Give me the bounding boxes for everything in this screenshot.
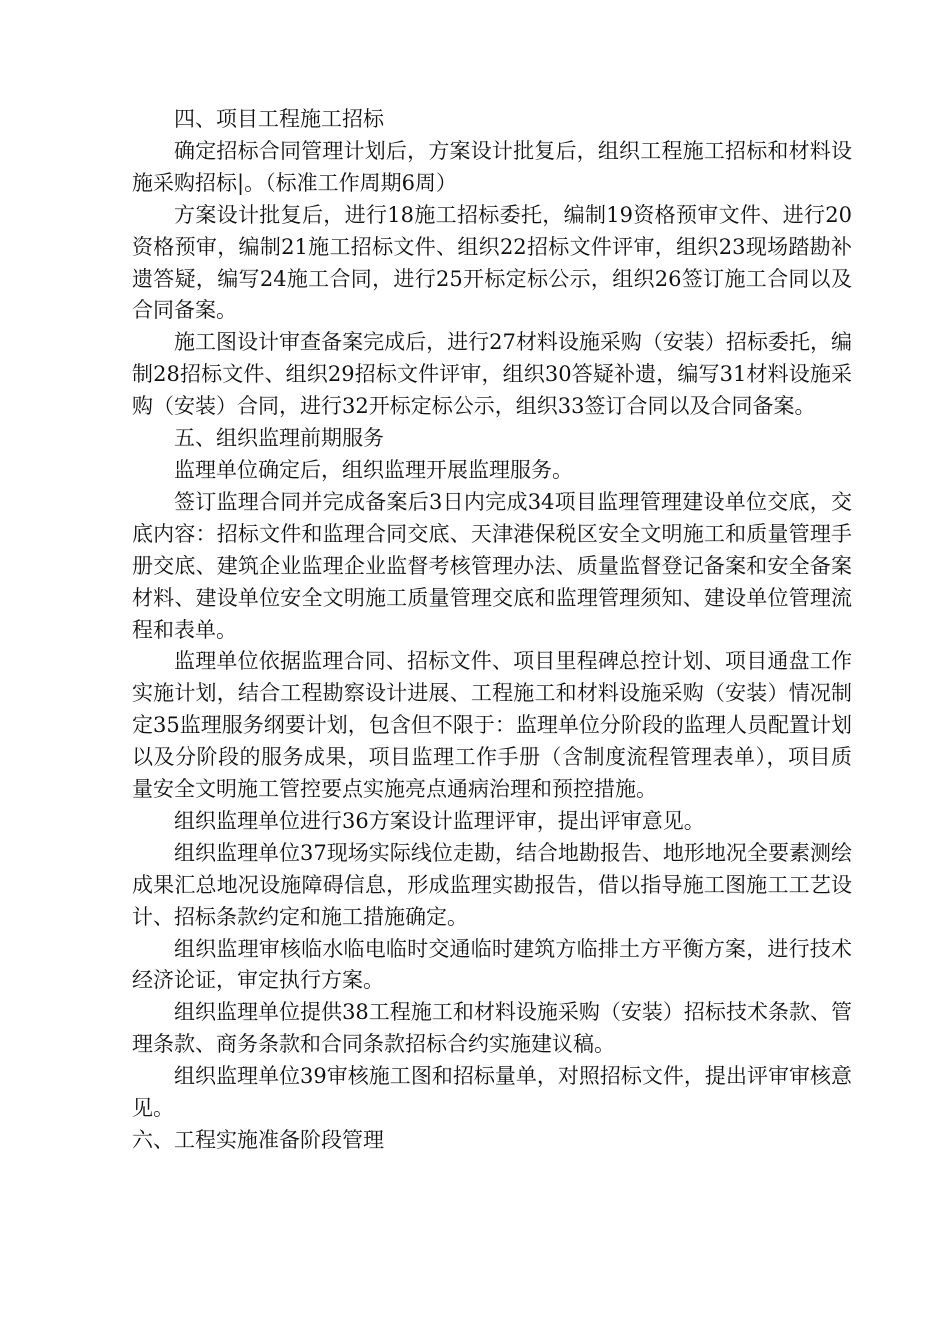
paragraph: 施工图设计审查备案完成后，进行27材料设施采购（安装）招标委托，编制28招标文件、组织29招标文件评审，组织30答疑补遗，编写31材料设施采购（安装）合同，进行32开标定标公示，组织33签订合同以及合同备案。 [132, 330, 852, 419]
paragraph: 组织监理单位39审核施工图和招标量单，对照招标文件，提出评审审核意见。 [132, 1064, 852, 1121]
paragraph: 组织监理单位提供38工程施工和材料设施采购（安装）招标技术条款、管理条款、商务条款和合同条款招标合约实施建议稿。 [132, 1000, 852, 1057]
section-heading-4: 四、项目工程施工招标 [174, 107, 384, 131]
paragraph: 确定招标合同管理计划后，方案设计批复后，组织工程施工招标和材料设施采购招标|。（标准工作周期6周） [132, 138, 852, 195]
document-body [132, 104, 852, 1157]
paragraph: 方案设计批复后，进行18施工招标委托，编制19资格预审文件、进行20资格预审，编制21施工招标文件、组织22招标文件评审，组织23现场踏勘补遗答疑，编写24施工合同，进行25开标定标公示，组织26签订施工合同以及合同备案。 [132, 202, 852, 323]
paragraph: 签订监理合同并完成备案后3日内完成34项目监理管理建设单位交底，交底内容：招标文件和监理合同交底、天津港保税区安全文明施工和质量管理手册交底、建筑企业监理企业监督考核管理办法、质量监督登记备案和安全备案材料、建设单位安全文明施工质量管理交底和监理管理须知、建设单位管理流程和表单。 [132, 489, 852, 642]
paragraph: 组织监理单位37现场实际线位走勘，结合地勘报告、地形地况全要素测绘成果汇总地况设施障碍信息，形成监理实勘报告，借以指导施工图施工工艺设计、招标条款约定和施工措施确定。 [132, 840, 852, 929]
paragraph: 组织监理审核临水临电临时交通临时建筑方临排土方平衡方案，进行技术经济论证，审定执行方案。 [132, 936, 852, 993]
paragraph: 监理单位依据监理合同、招标文件、项目里程碑总控计划、项目通盘工作实施计划，结合工程勘察设计进展、工程施工和材料设施采购（安装）情况制定35监理服务纲要计划，包含但不限于：监理单位分阶段的监理人员配置计划以及分阶段的服务成果，项目监理工作手册（含制度流程管理表单），项目质量安全文明施工管控要点实施亮点通病治理和预控措施。 [132, 649, 852, 802]
paragraph: 监理单位确定后，组织监理开展监理服务。 [174, 457, 573, 482]
paragraph: 组织监理单位进行36方案设计监理评审，提出评审意见。 [174, 808, 705, 833]
section-heading-5: 五、组织监理前期服务 [174, 426, 384, 451]
section-heading-6: 六、工程实施准备阶段管理 [132, 1128, 384, 1152]
